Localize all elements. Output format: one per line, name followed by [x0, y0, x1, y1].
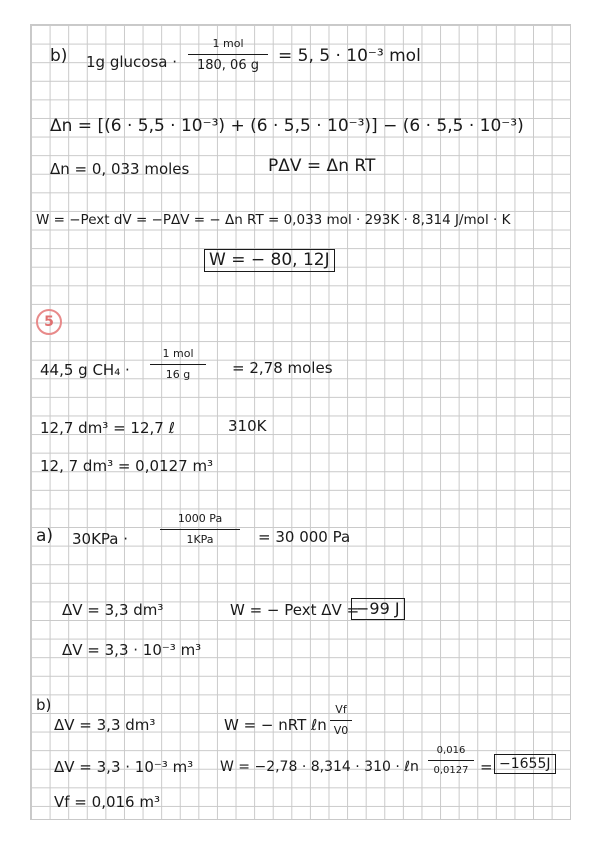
b2-work-result-box: −1655J [494, 754, 556, 774]
a-delta-v-m3: ΔV = 3,3 · 10⁻³ m³ [62, 641, 202, 659]
p5-volume-liters: 12,7 dm³ = 12,7 ℓ [40, 419, 175, 437]
label-a: a) [36, 526, 54, 546]
b2-v0-den: V0 [333, 724, 349, 738]
p5-temperature: 310K [228, 417, 267, 435]
fraction-bar [330, 720, 352, 721]
p5-line1-left: 44,5 g CH₄ · [40, 361, 130, 379]
p5-volume-m3: 12, 7 dm³ = 0,0127 m³ [40, 457, 214, 475]
b1-work-equation: W = −Pext dV = −PΔV = − Δn RT = 0,033 mol · 293K · 8,314 J/mol · K [36, 212, 511, 228]
fraction-bar [188, 54, 268, 55]
a-delta-v: ΔV = 3,3 dm³ [62, 601, 164, 619]
b1-frac-den: 180, 06 g [196, 58, 259, 74]
a-left: 30KPa · [72, 530, 129, 548]
fraction-bar [160, 529, 240, 530]
b1-fraction [188, 38, 268, 73]
fraction-bar [428, 760, 474, 761]
a-work-result-box: −99 J [351, 598, 405, 620]
p5-frac-den: 16 g [165, 368, 191, 382]
b2-delta-v: ΔV = 3,3 dm³ [54, 716, 156, 734]
b1-line1-left: 1g glucosa · [86, 53, 177, 71]
a-frac-num: 1000 Pa [177, 512, 223, 525]
a-right: = 30 000 Pa [258, 528, 351, 546]
b2-work-calc: W = −2,78 · 8,314 · 310 · ℓn [220, 759, 419, 775]
b2-calc-fraction [428, 745, 474, 776]
b1-work-result-box: W = − 80, 12J [204, 249, 335, 272]
label-b2: b) [36, 696, 52, 714]
b1-frac-num: 1 mol [212, 37, 244, 50]
b1-pdv-formula: PΔV = Δn RT [268, 156, 376, 176]
b2-calc-frac-den: 0,0127 [433, 765, 469, 776]
b2-delta-v-m3: ΔV = 3,3 · 10⁻³ m³ [54, 758, 194, 776]
b2-final-volume: Vf = 0,016 m³ [54, 793, 160, 811]
a-frac-den: 1KPa [186, 533, 214, 547]
b2-work-formula: W = − nRT ℓn [224, 716, 327, 734]
b1-delta-n-equation: Δn = [(6 · 5,5 · 10⁻³) + (6 · 5,5 · 10⁻³)] − (6 · 5,5 · 10⁻³) [50, 116, 524, 136]
fraction-bar [150, 364, 206, 365]
b2-calc-frac-num: 0,016 [436, 745, 466, 756]
b2-equals-sign: = [480, 758, 493, 776]
b1-delta-n-result: Δn = 0, 033 moles [50, 160, 190, 178]
p5-line1-right: = 2,78 moles [232, 359, 333, 377]
a-fraction [160, 513, 240, 546]
p5-frac-num: 1 mol [162, 347, 194, 360]
b2-vf-num: Vf [335, 703, 347, 716]
problem-number-badge: 5 [36, 309, 62, 335]
a-work-formula: W = − Pext ΔV = [230, 601, 360, 619]
b1-line1-right: = 5, 5 · 10⁻³ mol [278, 46, 421, 66]
label-b1: b) [50, 46, 68, 66]
b2-work-fraction [330, 704, 352, 737]
p5-fraction [150, 348, 206, 381]
